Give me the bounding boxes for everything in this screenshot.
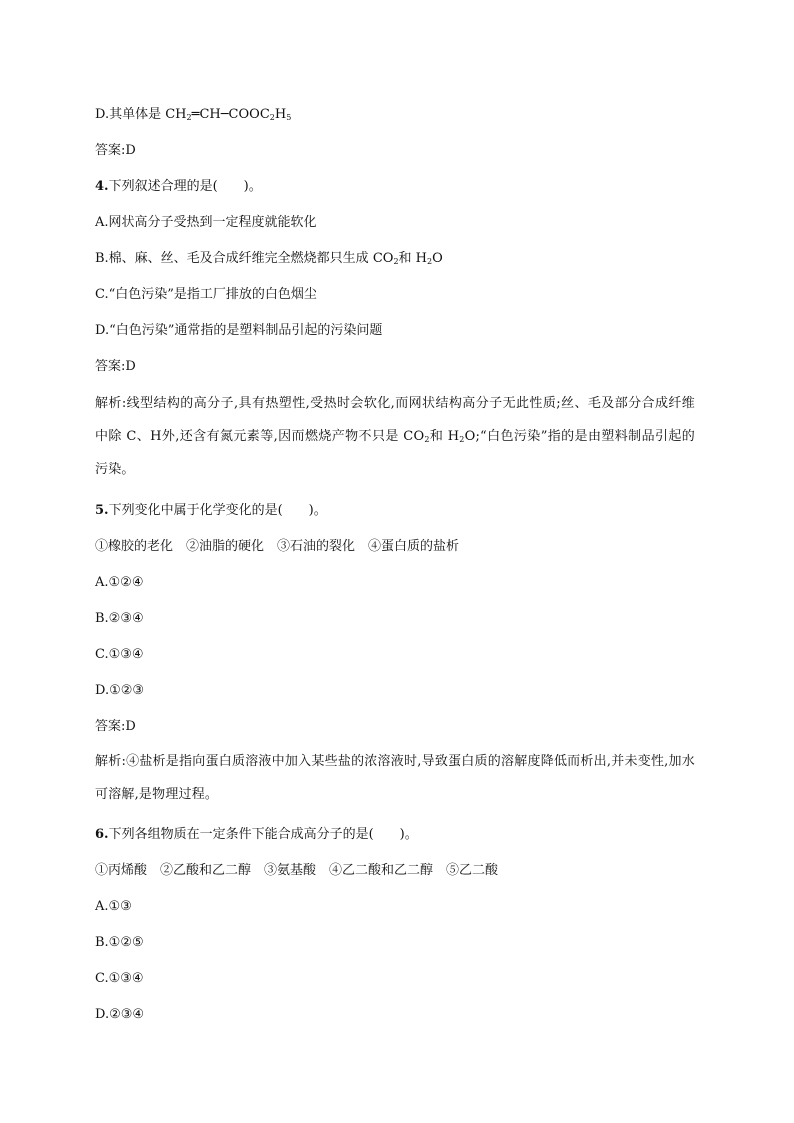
q5-analysis: 解析:④盐析是指向蛋白质溶液中加入某些盐的浓溶液时,导致蛋白质的溶解度降低而析出,并未变性,加水可溶解,是物理过程。 [95,754,695,802]
q3-option-d-formula: $CH_2═CH─COOC_2H_5$ [165,107,292,122]
q5-option-c: C.①③④ [95,647,144,662]
q5-option-b: B.②③④ [95,611,144,626]
q3-option-d [95,107,291,123]
q6-stem [95,827,418,843]
q4-option-a: A.网状高分子受热到一定程度就能软化 [95,215,317,230]
q4-stem-text: 下列叙述合理的是( )。 [108,179,262,194]
q6-stem-text: 下列各组物质在一定条件下能合成高分子的是( )。 [108,827,418,842]
q6-option-b: B.①②⑤ [95,935,144,950]
q6-option-a: A.①③ [95,899,132,914]
q5-number: 5. [95,503,109,518]
q5-option-a: A.①②④ [95,575,144,590]
q4-option-c: C.“白色污染”是指工厂排放的白色烟尘 [95,287,317,302]
q5-stem-text: 下列变化中属于化学变化的是( )。 [108,503,327,518]
q5-answer: 答案:D [95,719,136,734]
q4-option-d: D.“白色污染”通常指的是塑料制品引起的污染问题 [95,323,383,338]
q4-stem [95,179,262,195]
q6-option-c: C.①③④ [95,971,144,986]
q4-number: 4. [95,179,109,194]
q6-number: 6. [95,827,109,842]
q3-answer: 答案:D [95,143,136,158]
q4-analysis: 解析:线型结构的高分子,具有热塑性,受热时会软化,而网状结构高分子无此性质;丝、毛及部分合成纤维中除 C、H外,还含有氮元素等,因而燃烧产物不只是 $CO_2$和 $H_2O;“$白色污染”指的是由塑料制品引起的污染。 [95,396,695,477]
q4-answer: 答案:D [95,359,136,374]
q5-option-d: D.①②③ [95,683,145,698]
q5-stem [95,503,327,519]
q3-option-d-prefix: D.其单体是 [95,107,166,122]
q6-items: ①丙烯酸 ②乙酸和乙二醇 ③氨基酸 ④乙二酸和乙二醇 ⑤乙二酸 [95,863,499,878]
q6-option-d: D.②③④ [95,1007,145,1022]
q5-items: ①橡胶的老化 ②油脂的硬化 ③石油的裂化 ④蛋白质的盐析 [95,539,460,554]
q4-option-b: B.棉、麻、丝、毛及合成纤维完全燃烧都只生成 $CO_2$和 $H_2O$ [95,251,443,266]
